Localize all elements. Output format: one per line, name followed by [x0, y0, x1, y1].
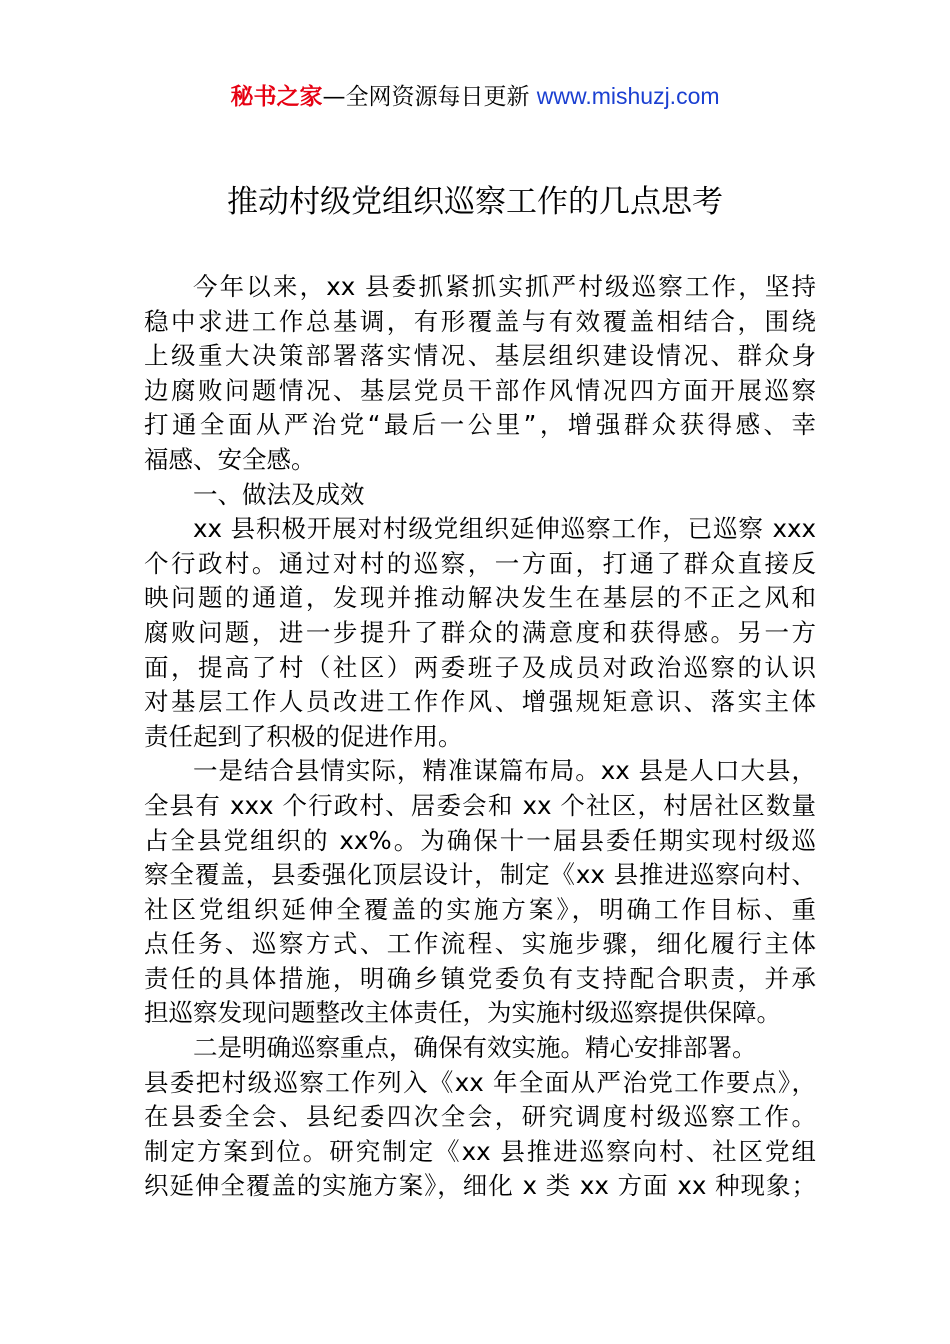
text-line: 担巡察发现问题整改主体责任，为实施村级巡察提供保障。: [144, 998, 781, 1028]
text-line: 责任起到了积极的促进作用。: [144, 721, 463, 751]
text-line: 稳中求进工作总基调，有形覆盖与有效覆盖相结合，围绕: [144, 306, 816, 336]
text-line: 织延伸全覆盖的实施方案》，细化 x 类 xx 方面 xx 种现象；: [144, 1171, 816, 1201]
text-line: 责任的具体措施，明确乡镇党委负有支持配合职责，并承: [144, 963, 816, 993]
text-line: 福感、安全感。: [144, 444, 316, 474]
text-line: 点任务、巡察方式、工作流程、实施步骤，细化履行主体: [144, 929, 816, 959]
text-line: 一是结合县情实际，精准谋篇布局。xx 县是人口大县，: [193, 756, 816, 786]
text-line: 社区党组织延伸全覆盖的实施方案》，明确工作目标、重: [144, 894, 816, 924]
text-line: 全县有 xxx 个行政村、居委会和 xx 个社区，村居社区数量: [144, 790, 816, 820]
text-line: 今年以来，xx 县委抓紧抓实抓严村级巡察工作，坚持: [193, 272, 816, 301]
text-line: 边腐败问题情况、基层党员干部作风情况四方面开展巡察: [144, 375, 816, 405]
header-tagline: —全网资源每日更新: [322, 84, 537, 110]
document-title: 推动村级党组织巡察工作的几点思考: [227, 184, 723, 220]
section-heading: 一、做法及成效: [193, 479, 365, 509]
text-line: 察全覆盖，县委强化顶层设计，制定《xx 县推进巡察向村、: [144, 860, 816, 890]
text-line: 在县委全会、县纪委四次全会，研究调度村级巡察工作。: [144, 1102, 816, 1132]
text-line: 腐败问题，进一步提升了群众的满意度和获得感。另一方: [144, 617, 816, 647]
text-line: 县委把村级巡察工作列入《xx 年全面从严治党工作要点》，: [144, 1067, 816, 1097]
text-line: 面，提高了村（社区）两委班子及成员对政治巡察的认识: [144, 652, 816, 682]
text-line: 映问题的通道，发现并推动解决发生在基层的不正之风和: [144, 583, 816, 613]
text-line: 上级重大决策部署落实情况、基层组织建设情况、群众身: [144, 341, 816, 371]
text-line: 制定方案到位。研究制定《xx 县推进巡察向村、社区党组: [144, 1136, 816, 1166]
text-line: 对基层工作人员改进工作作风、增强规矩意识、落实主体: [144, 687, 816, 717]
text-line: xx 县积极开展对村级党组织延伸巡察工作，已巡察 xxx: [193, 514, 816, 544]
text-line: 二是明确巡察重点，确保有效实施。精心安排部署。: [193, 1033, 757, 1063]
site-url-link[interactable]: www.mishuzj.com: [536, 83, 720, 109]
text-line: 占全县党组织的 xx%。为确保十一届县委任期实现村级巡: [144, 825, 816, 855]
document-body: [144, 270, 816, 1204]
brand-name: 秘书之家: [230, 84, 323, 110]
text-line: 个行政村。通过对村的巡察，一方面，打通了群众直接反: [144, 548, 816, 578]
site-header: [0, 80, 950, 113]
text-line: 打通全面从严治党“最后一公里”，增强群众获得感、幸: [144, 410, 816, 440]
